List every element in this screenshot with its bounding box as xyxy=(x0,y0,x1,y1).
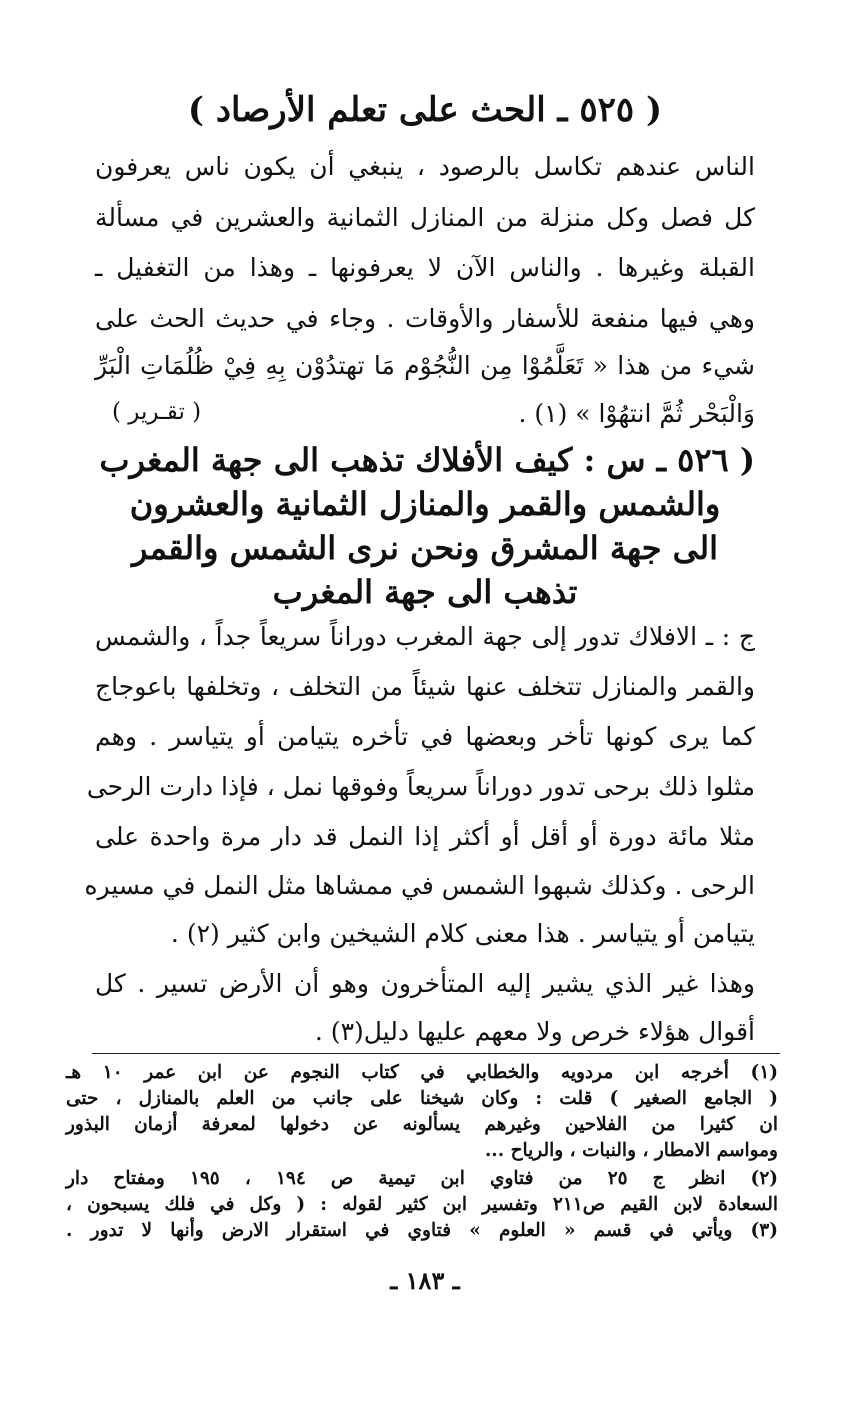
section-525-title: ( ٥٢٥ ـ الحث على تعلم الأرصاد ) xyxy=(187,90,663,130)
section-525-line-2: كل فصل وكل منزلة من المنازل الثمانية والعشرين في مسألة xyxy=(95,203,755,232)
page-number: ـ ١٨٣ ـ xyxy=(390,1266,460,1295)
footnote-line-7: (٣) ويأتي في قسم « العلوم » فتاوي في استقرار الارض وأنها لا تدور . xyxy=(66,1220,778,1241)
footnote-divider xyxy=(92,1053,780,1054)
footnote-line-2: ( الجامع الصغير ) قلت : وكان شيخنا على جانب من العلم بالمنازل ، حتى xyxy=(66,1088,778,1109)
section-526-line-9: أقوال هؤلاء خرص ولا معهم عليها دليل(٣) . xyxy=(314,1017,755,1046)
section-525-line-5: شيء من هذا « تَعَلَّمُوْا مِن النُّجُوْم مَا تهتدُوْن بِهِ فِيْ ظُلُمَاتِ الْبَرِّ xyxy=(95,351,755,380)
section-526-line-8: وهذا غير الذي يشير إليه المتأخرون وهو أن الأرض تسير . كل xyxy=(95,969,755,998)
section-526-heading-line-2: والشمس والقمر والمنازل الثمانية والعشرون xyxy=(129,485,721,523)
taqrir-label: ( تقـرير ) xyxy=(112,399,202,425)
section-526-heading-line-1: ( ٥٢٦ ـ س : كيف الأفلاك تذهب الى جهة المغرب xyxy=(99,441,755,479)
footnote-line-3: ان كثيرا من الفلاحين وغيرهم يسألونه عن دخولها لمعرفة أزمان البذور xyxy=(66,1114,778,1135)
section-525-line-3: القبلة وغيرها . والناس الآن لا يعرفونها ـ وهذا من التغفيل ـ xyxy=(95,253,755,282)
section-526-line-1: ج : ـ الافلاك تدور إلى جهة المغرب دوراناً سريعاً جداً ، والشمس xyxy=(95,622,755,651)
footnote-line-1: (١) أخرجه ابن مردويه والخطابي في كتاب النجوم عن ابن عمر ١٠ هـ xyxy=(66,1062,779,1083)
footnote-line-6: السعادة لابن القيم ص٢١١ وتفسير ابن كثير لقوله : ( وكل في فلك يسبحون ، xyxy=(66,1194,778,1215)
section-526-line-7: يتيامن أو يتياسر . هذا معنى كلام الشيخين وابن كثير (٢) . xyxy=(170,919,755,948)
section-526-line-4: مثلوا ذلك برحى تدور دوراناً سريعاً وفوقها نمل ، فإذا دارت الرحى xyxy=(86,772,755,801)
section-526-line-5: مثلا مائة دورة أو أقل أو أكثر إذا النمل قد دار مرة واحدة على xyxy=(95,822,755,851)
section-525-line-4: وهي فيها منفعة للأسفار والأوقات . وجاء في حديث الحث على xyxy=(95,304,755,333)
section-526-line-3: كما يرى كونها تأخر وبعضها في تأخره يتيامن أو يتياسر . وهم xyxy=(95,722,755,751)
section-525-line-6: وَالْبَحْر ثُمَّ انتهُوْا » (١) . xyxy=(518,399,755,428)
footnote-line-5: (٢) انظر ج ٢٥ من فتاوي ابن تيمية ص ١٩٤ ، ١٩٥ ومفتاح دار xyxy=(66,1168,779,1189)
section-526-line-6: الرحى . وكذلك شبهوا الشمس في ممشاها مثل النمل في مسيره xyxy=(84,871,755,900)
footnote-line-4: ومواسم الامطار ، والنبات ، والرياح ... xyxy=(484,1140,778,1161)
section-526-heading-line-3: الى جهة المشرق ونحن نرى الشمس والقمر xyxy=(132,529,718,567)
section-526-line-2: والقمر والمنازل تتخلف عنها شيئاً من التخلف ، وتخلفها باعوجاج xyxy=(95,672,755,701)
section-526-heading-line-4: تذهب الى جهة المغرب xyxy=(272,573,578,611)
section-525-line-1: الناس عندهم تكاسل بالرصود ، ينبغي أن يكون ناس يعرفون xyxy=(95,152,755,181)
